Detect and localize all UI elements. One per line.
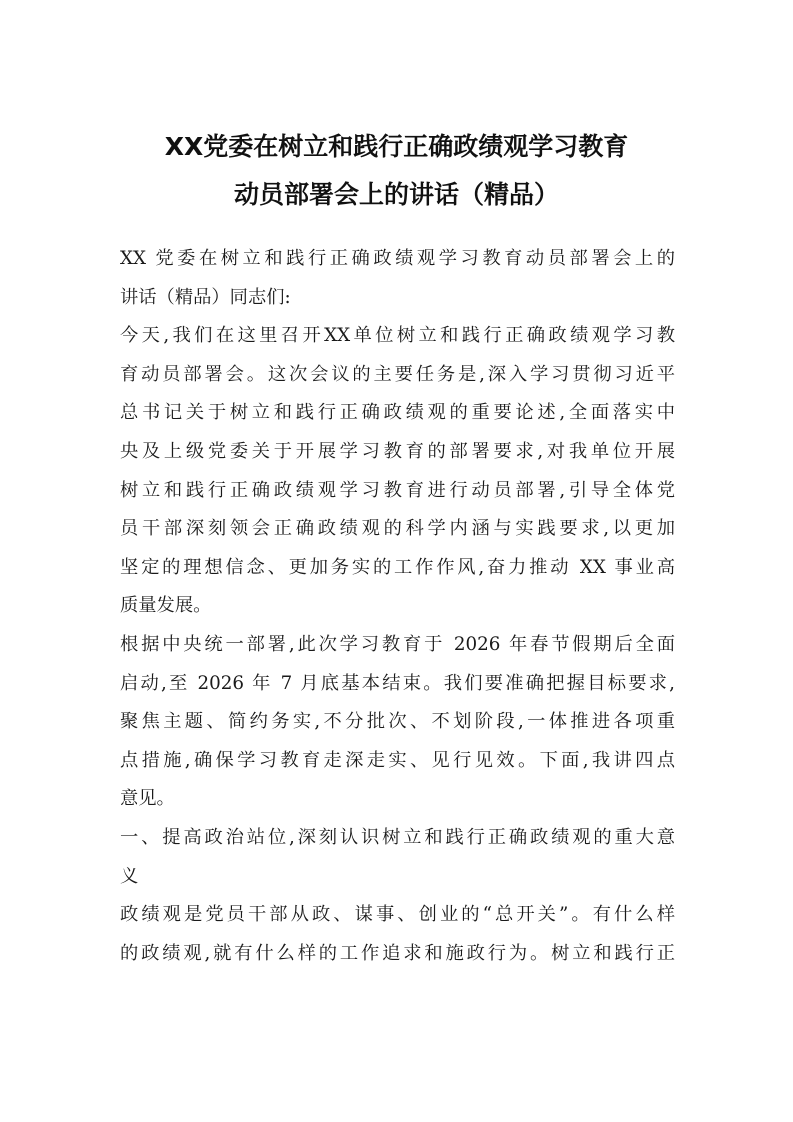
body-line: 讲话（精品）同志们:	[120, 286, 291, 308]
body-line: 今天,我们在这里召开XX单位树立和践行正确政绩观学习教	[120, 325, 675, 347]
body-line: 根据中央统一部署,此次学习教育于 2026 年春节假期后全面	[120, 633, 675, 655]
document-title-line-2: 动员部署会上的讲话（精品）	[233, 180, 559, 209]
body-line: 质量发展。	[120, 595, 212, 617]
body-line: 央及上级党委关于开展学习教育的部署要求,对我单位开展	[120, 440, 675, 462]
body-line: XX 党委在树立和践行正确政绩观学习教育动员部署会上的	[120, 248, 675, 269]
document-body	[120, 240, 675, 973]
body-line: 一、提高政治站位,深刻认识树立和践行正确政绩观的重大意	[120, 826, 675, 848]
body-line: 坚定的理想信念、更加务实的工作作风,奋力推动 XX 事业高	[120, 556, 675, 578]
body-line: 聚焦主题、简约务实,不分批次、不划阶段,一体推进各项重	[120, 711, 675, 733]
body-line: 员干部深刻领会正确政绩观的科学内涵与实践要求,以更加	[120, 518, 675, 540]
body-line: 意见。	[120, 788, 175, 810]
body-line: 树立和践行正确政绩观学习教育进行动员部署,引导全体党	[120, 479, 675, 501]
body-line: 启动,至 2026 年 7 月底基本结束。我们要准确把握目标要求,	[120, 672, 675, 694]
body-line: 政绩观是党员干部从政、谋事、创业的“总开关”。有什么样	[120, 904, 675, 926]
body-line: 点措施,确保学习教育走深走实、见行见效。下面,我讲四点	[120, 749, 675, 771]
body-line: 育动员部署会。这次会议的主要任务是,深入学习贯彻习近平	[120, 363, 675, 385]
body-line: 总书记关于树立和践行正确政绩观的重要论述,全面落实中	[120, 402, 675, 424]
body-line: 义	[120, 865, 139, 887]
body-line: 的政绩观,就有什么样的工作追求和施政行为。树立和践行正	[120, 942, 675, 964]
document-title-line-1: XX党委在树立和践行正确政绩观学习教育	[164, 132, 629, 161]
